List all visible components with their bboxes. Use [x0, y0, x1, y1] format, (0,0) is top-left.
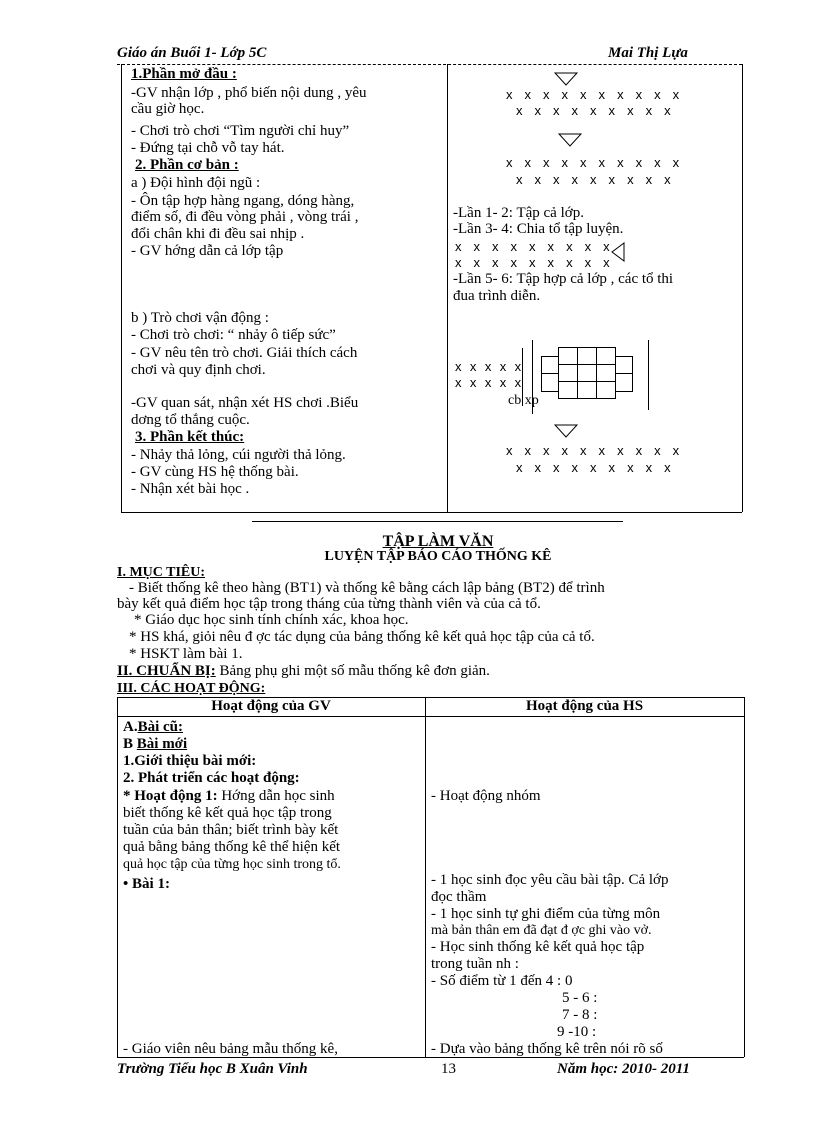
- header-right: Mai Thị Lựa: [608, 45, 688, 61]
- formation-row: x x x x x x x x x: [516, 172, 675, 187]
- gv-activity-1: * Hoạt động 1: Hớng dẫn học sinh: [123, 788, 335, 804]
- pe-left-line-18: - Nhảy thả lỏng, cúi người thả lỏng.: [131, 447, 346, 463]
- formation-row: x x x x x x x x x x: [506, 155, 684, 170]
- section-prep-title: II. CHUẨN BỊ:: [117, 663, 216, 679]
- pe-left-line-3: - Chơi trò chơi “Tìm người chỉ huy”: [131, 123, 350, 139]
- formation-row: x x x x x x x x x x: [506, 443, 684, 458]
- pe-left-line-5: 2. Phần cơ bản :: [135, 157, 239, 173]
- pe-right-line-0: -Lần 1- 2: Tập cả lớp.: [453, 205, 584, 221]
- pe-right-line-1: -Lần 3- 4: Chia tổ tập luyện.: [453, 221, 624, 237]
- gv-old-lesson: A.Bài cũ:: [123, 719, 184, 735]
- pe-left-line-19: - GV cùng HS hệ thống bài.: [131, 464, 299, 480]
- hs-line: - 1 học sinh tự ghi điểm của từng môn: [431, 906, 661, 922]
- lesson-title: TẬP LÀM VĂN: [382, 533, 494, 550]
- gv-new-lesson: B Bài mới: [123, 736, 188, 752]
- footer-right: Năm học: 2010- 2011: [557, 1061, 690, 1077]
- formation-row: x x x x x x x x x x: [506, 87, 684, 102]
- pe-left-line-15: -GV quan sát, nhận xét HS chơi .Biểu: [131, 395, 359, 411]
- header-rule: [117, 64, 742, 65]
- teacher-marker-icon: [558, 133, 582, 147]
- hs-score-row: 7 - 8 :: [562, 1007, 598, 1023]
- gv-step-2: 2. Phát triển các hoạt động:: [123, 770, 300, 786]
- hs-score-row: 5 - 6 :: [562, 990, 598, 1006]
- gv-last-line: - Giáo viên nêu bảng mẫu thống kê,: [123, 1041, 338, 1057]
- section-goals-title: I. MỤC TIÊU:: [117, 565, 206, 580]
- hs-score-row: 9 -10 :: [557, 1024, 597, 1040]
- pe-left-line-14: chơi và quy định chơi.: [131, 362, 266, 378]
- pe-left-line-7: - Ôn tập hợp hàng ngang, dóng hàng,: [131, 193, 355, 209]
- hs-last-line: - Dựa vào bảng thống kê trên nói rõ số: [431, 1041, 663, 1057]
- pe-left-line-13: - GV nêu tên trò chơi. Giải thích cách: [131, 345, 358, 361]
- gv-step-1: 1.Giới thiệu bài mới:: [123, 753, 257, 769]
- pe-right-line-2: -Lần 5- 6: Tập hợp cả lớp , các tổ thi: [453, 271, 674, 287]
- teacher-marker-icon: [554, 424, 578, 438]
- section-separator: [252, 521, 623, 522]
- goal-line-2: * Giáo dục học sinh tính chính xác, khoa học.: [134, 612, 409, 628]
- pe-left-line-4: - Đứng tại chỗ vỗ tay hát.: [131, 140, 285, 156]
- pe-left-line-16: dơng tổ thắng cuộc.: [131, 412, 250, 428]
- gv-activity-1-line: quả bằng bảng thống kê thể hiện kết: [123, 839, 341, 855]
- hs-line: trong tuần nh :: [431, 956, 519, 972]
- formation-row: x x x x x x x x x: [455, 239, 614, 254]
- gv-activity-1-line: tuần của bản thân; biết trình bày kết: [123, 822, 339, 838]
- header-left: Giáo án Buổi 1- Lớp 5C: [117, 45, 267, 61]
- goal-line-3: * HS khá, giỏi nêu đ ợc tác dụng của bảng thống kê kết quả học tập của cả tổ.: [129, 629, 595, 645]
- bullet-icon: •: [123, 876, 133, 892]
- teacher-marker-icon: [554, 72, 578, 86]
- pe-left-line-6: a ) Đội hình đội ngũ :: [131, 175, 261, 191]
- hs-line: - Số điểm từ 1 đến 4 : 0: [431, 973, 573, 989]
- section-activities-title: III. CÁC HOẠT ĐỘNG:: [117, 681, 266, 696]
- relay-team-row: x x x x x: [455, 359, 524, 374]
- hs-line: đọc thầm: [431, 889, 487, 905]
- gv-activity-1-line: quả học tập của từng học sinh trong tổ.: [123, 857, 341, 872]
- footer-left: Trường Tiểu học B Xuân Vinh: [117, 1061, 308, 1077]
- page-number: 13: [441, 1061, 456, 1077]
- hs-line: - 1 học sinh đọc yêu cầu bài tập. Cả lớp: [431, 872, 669, 888]
- section-prep: [117, 664, 490, 679]
- gv-exercise-1: • Bài 1:: [123, 876, 170, 892]
- pe-left-line-8: điểm số, đi đều vòng phải , vòng trái ,: [131, 209, 359, 225]
- pe-left-line-2: cầu giờ học.: [131, 101, 205, 117]
- pe-left-line-9: đổi chân khi đi đều sai nhịp .: [131, 226, 305, 242]
- pe-left-line-0: 1.Phần mở đầu :: [131, 66, 237, 82]
- pe-left-line-10: - GV hớng dẫn cả lớp tập: [131, 243, 284, 259]
- gv-activity-1-line: biết thống kê kết quả học tập trong: [123, 805, 332, 821]
- goal-line-0: - Biết thống kê theo hàng (BT1) và thống kê bằng cách lập bảng (BT2) để trình: [129, 580, 605, 596]
- relay-team-row: x x x x x: [455, 375, 524, 390]
- col-header-gv: Hoạt động của GV: [211, 698, 331, 714]
- pe-left-line-20: - Nhận xét bài học .: [131, 481, 250, 497]
- lesson-subtitle: LUYỆN TẬP BÁO CÁO THỐNG KÊ: [324, 549, 552, 564]
- pe-left-line-1: -GV nhận lớp , phổ biến nội dung , yêu: [131, 85, 367, 101]
- formation-row: x x x x x x x x x: [516, 103, 675, 118]
- pe-left-line-17: 3. Phần kết thúc:: [135, 429, 245, 445]
- pe-left-line-11: b ) Trò chơi vận động :: [131, 310, 269, 326]
- pe-left-line-12: - Chơi trò chơi: “ nhảy ô tiếp sức”: [131, 327, 336, 343]
- goal-line-1: bày kết quả điểm học tập trong tháng của từng thành viên và của cả tổ.: [117, 596, 541, 612]
- hs-group-work: - Hoạt động nhóm: [431, 788, 541, 804]
- goal-line-4: * HSKT làm bài 1.: [129, 646, 243, 662]
- footer-rule: [117, 1057, 744, 1058]
- formation-row: x x x x x x x x x: [516, 460, 675, 475]
- start-finish-label: cb xp: [508, 393, 539, 408]
- section-prep-text: Bảng phụ ghi một số mẫu thống kê đơn giản.: [215, 663, 490, 679]
- col-header-hs: Hoạt động của HS: [525, 698, 644, 714]
- hs-line: - Học sinh thống kê kết quả học tập: [431, 939, 645, 955]
- pe-right-line-3: đua trình diễn.: [453, 288, 541, 304]
- formation-row: x x x x x x x x x: [455, 255, 614, 270]
- hs-line: mà bản thân em đã đạt đ ợc ghi vào vở.: [431, 923, 652, 938]
